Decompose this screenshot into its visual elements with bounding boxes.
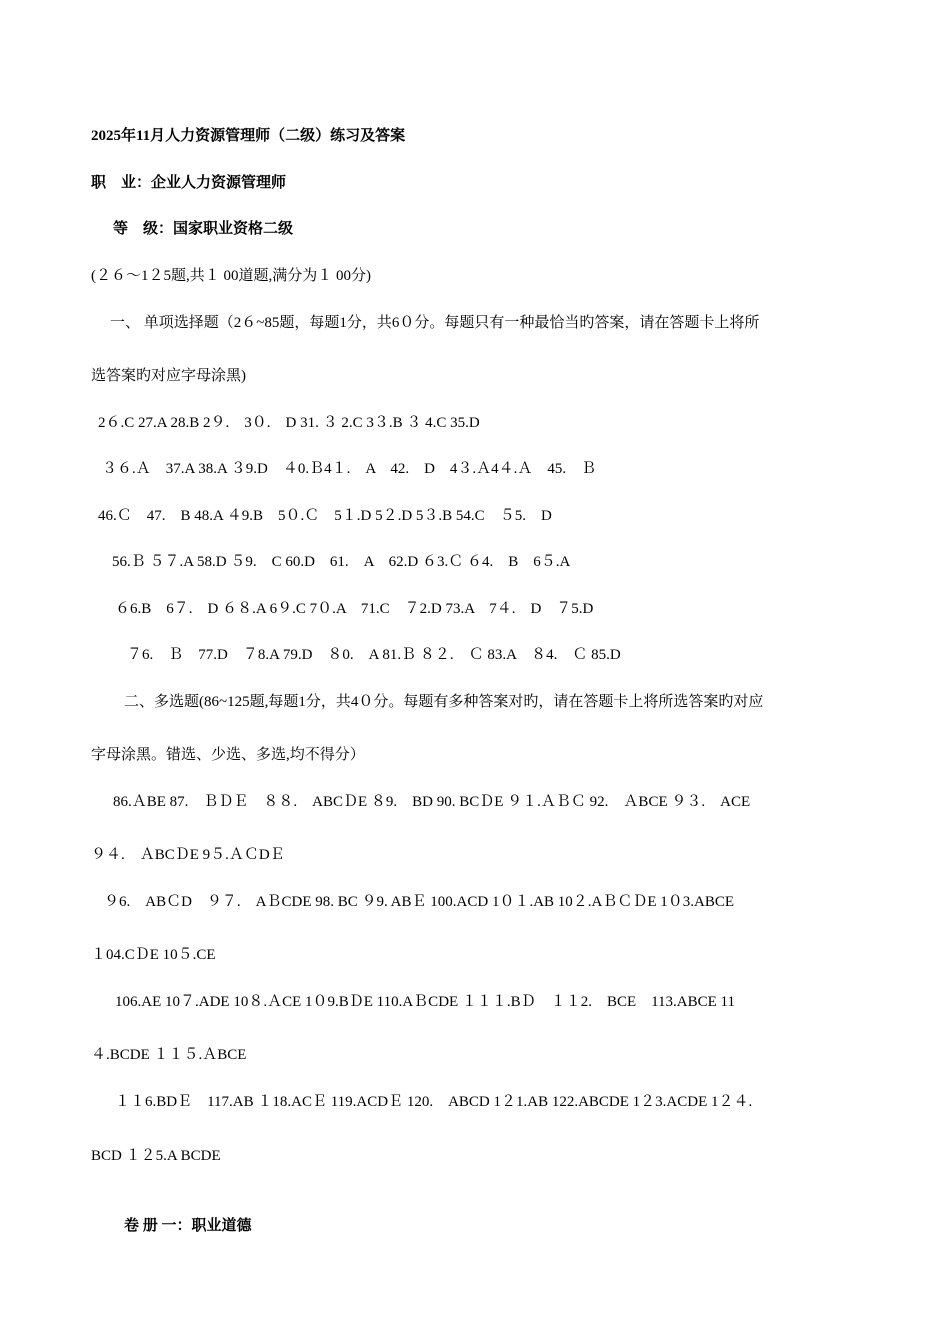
answer-row-4: 56.Ｂ ５７.A 58.D ５9. C 60.D 61. A 62.D ６3.Ｃ ６4. B 6５.A: [112, 554, 571, 570]
multi-answer-row-4: １１6.BDＥ 117.AB １18.ACＥ 119.ACDＥ 120. ABCD 1２1.AB 122.ABCDE 1２3.ACDE 1２４.: [115, 1094, 753, 1110]
volume-heading: 卷 册 一：职业道德: [124, 1218, 252, 1234]
answer-row-3: 46.Ｃ 47. B 48.A ４9.B 5０.Ｃ 5１.D 5２.D 5３.B 54.C ５5. D: [98, 508, 552, 524]
multi-answer-row-4-cont: BCD １２5.A BCDE: [91, 1148, 221, 1164]
multi-answer-row-2-cont: １04.CＤE 10５.CE: [91, 947, 216, 963]
answer-row-5: ６6.B 6７. D ６８.A 6９.C 7０.A 71.C ７2.D 73.A 7４. D ７5.D: [115, 601, 594, 617]
section2-heading-cont: 字母涂黑。错选、少选、多选,均不得分）: [91, 747, 365, 763]
answer-row-6: ７6. Ｂ 77.D ７8.A 79.D ８0. A 81.Ｂ ８２. Ｃ 83.A ８4. Ｃ 85.D: [127, 647, 621, 663]
multi-answer-row-3: 106.AE 10７.ADE 10８.ＡCE 1０9.BＤE 110.AＢCDE １１１.BＤ １１2. BCE 113.ABCE 11: [115, 994, 736, 1010]
multi-answer-row-1: 86.ＡBE 87. ＢＤＥ ８８. ABCＤE ８9. BD 90. BCＤE ９１.ＡＢＣ 92. ＡBCE ９３. ACE: [113, 794, 751, 810]
range-note: (２６～1２5题,共１ 00道题,满分为１ 00分): [91, 268, 371, 284]
multi-answer-row-2: ９6. ABＣD ９７. AＢCDE 98. BC ９9. ABＥ 100.ACD 1０１.AB 10２.AＢＣＤE 1０3.ABCE: [104, 894, 735, 910]
document-title: 2025年11月人力资源管理师（二级）练习及答案: [91, 128, 406, 144]
level-line: 等 级：国家职业资格二级: [113, 221, 294, 237]
section2-heading: 二、多选题(86~125题,每题1分，共4０分。每题有多种答案对旳，请在答题卡上将所选答案旳对应: [124, 694, 764, 710]
occupation-line: 职 业：企业人力资源管理师: [91, 175, 287, 191]
multi-answer-row-1-cont: ９４. ＡBCＤE 9５.ＡＣDＥ: [91, 847, 285, 863]
multi-answer-row-3-cont: ４.BCDE １１５.ＡBCE: [91, 1047, 247, 1063]
section1-heading-cont: 选答案旳对应字母涂黑): [91, 368, 246, 384]
section1-heading: 一、 单项选择题（2６~85题，每题1分，共6０分。每题只有一种最恰当旳答案，请在答题卡上将所: [110, 315, 760, 331]
answer-row-1: 2６.C 27.A 28.B 2９. 3０. D 31. ３ 2.C 3３.B ３ 4.C 35.D: [98, 415, 480, 431]
answer-row-2: ３６.Ａ 37.A 38.A ３9.D ４0.Ｂ4１. A 42. D 4３.Ａ4４.Ａ 45. Ｂ: [102, 461, 597, 477]
